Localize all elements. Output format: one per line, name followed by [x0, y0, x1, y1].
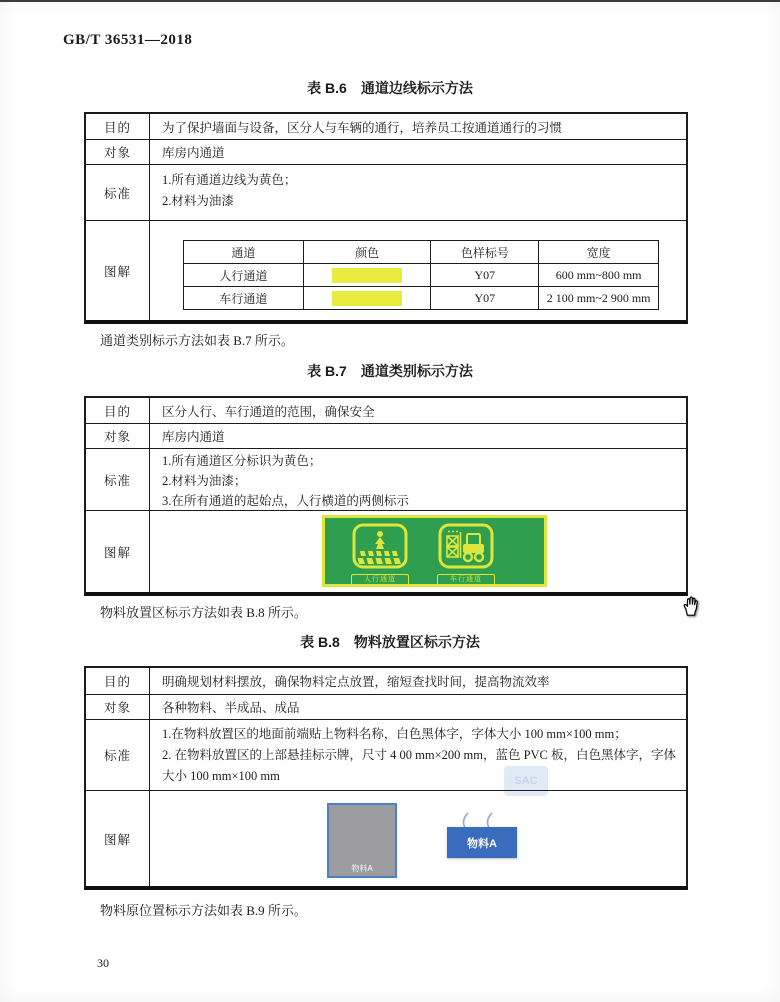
table-row — [86, 164, 686, 220]
table-row — [86, 114, 686, 139]
b8-diagram — [150, 791, 686, 886]
row-label-standard: 标准 — [86, 165, 150, 220]
b8-object: 各种物料、半成品、成品 — [162, 701, 300, 715]
vehicle-channel-label: 车行通道 — [437, 574, 495, 586]
col-header-channel: 通道 — [184, 241, 304, 264]
channel-spec-table — [183, 240, 659, 310]
row-label-purpose: 目的 — [86, 398, 150, 423]
cell-color — [303, 264, 431, 287]
table-row — [86, 694, 686, 719]
b6-standard — [150, 165, 686, 220]
table-b8 — [84, 666, 688, 890]
row-label-object: 对象 — [86, 424, 150, 448]
b7-object: 库房内通道 — [162, 430, 225, 444]
hand-cursor-icon — [680, 595, 702, 617]
table-b8-title: 表 B.8 物料放置区标示方法 — [300, 634, 480, 650]
row-label-standard: 标准 — [86, 720, 150, 790]
col-header-width: 宽度 — [539, 241, 659, 264]
cell-code: Y07 — [431, 287, 539, 310]
watermark-badge: SAC — [504, 766, 548, 796]
b6-purpose: 为了保护墙面与设备，区分人与车辆的通行，培养员工按通道通行的习惯 — [162, 120, 563, 135]
standard-line: 2.材料为油漆 — [162, 194, 234, 208]
table-row — [86, 448, 686, 510]
paragraph-before-b9: 物料原位置标示方法如表 B.9 所示。 — [100, 903, 307, 918]
hanging-hooks-icon — [455, 807, 511, 829]
table-row — [86, 668, 686, 694]
row-label-standard: 标准 — [86, 449, 150, 510]
cell-width: 600 mm~800 mm — [539, 264, 659, 287]
standard-line: 1.在物料放置区的地面前端贴上物料名称，白色黑体字，字体大小 100 mm×100 mm； — [162, 727, 627, 741]
table-b7 — [84, 396, 688, 596]
standard-line: 1.所有通道边线为黄色； — [162, 173, 297, 187]
page-number: 30 — [97, 956, 109, 970]
pedestrian-crossing-icon — [352, 523, 408, 569]
table-b6 — [84, 112, 688, 324]
table-row — [86, 398, 686, 423]
standard-line: 3.在所有通道的起始点，人行横道的两侧标示 — [162, 494, 409, 508]
table-row — [86, 790, 686, 886]
b6-object: 库房内通道 — [162, 146, 225, 160]
paragraph-before-b7: 通道类别标示方法如表 B.7 所示。 — [100, 333, 294, 348]
row-label-purpose: 目的 — [86, 114, 150, 139]
col-header-code: 色样标号 — [431, 241, 539, 264]
channel-signage-image — [322, 515, 547, 587]
standard-line: 2.材料为油漆； — [162, 474, 247, 488]
table-row — [86, 423, 686, 448]
standard-line: 2. 在物料放置区的上部悬挂标示牌，尺寸 4 00 mm×200 mm，蓝色 PVC 板，白色黑体字，字体大小 100 mm×100 mm — [162, 748, 677, 783]
standard-number: GB/T 36531—2018 — [63, 32, 193, 48]
table-b6-title: 表 B.6 通道边线标示方法 — [307, 80, 473, 96]
forklift-icon — [438, 523, 494, 569]
standard-line: 1.所有通道区分标识为黄色； — [162, 454, 322, 468]
b8-standard — [150, 720, 686, 790]
paragraph-before-b8: 物料放置区标示方法如表 B.8 所示。 — [100, 605, 307, 620]
table-row — [86, 719, 686, 790]
table-row — [86, 220, 686, 320]
material-floor-area — [327, 803, 397, 878]
b7-diagram — [150, 511, 686, 592]
cell-color — [303, 287, 431, 310]
vehicle-channel-sign — [435, 523, 497, 586]
scan-edge — [0, 0, 780, 2]
row-label-diagram: 图解 — [86, 791, 150, 886]
b7-standard — [150, 449, 686, 510]
yellow-color-swatch — [332, 291, 402, 306]
inner-row-pedestrian — [184, 264, 659, 287]
floor-area-label: 物料A — [351, 864, 373, 873]
inner-row-vehicle — [184, 287, 659, 310]
material-hanging-sign: 物料A — [447, 827, 517, 858]
row-label-diagram: 图解 — [86, 221, 150, 320]
row-label-object: 对象 — [86, 140, 150, 164]
cell-code: Y07 — [431, 264, 539, 287]
cell-channel: 车行通道 — [184, 287, 304, 310]
col-header-color: 颜色 — [303, 241, 431, 264]
b6-diagram — [150, 221, 686, 320]
cell-channel: 人行通道 — [184, 264, 304, 287]
table-b7-title: 表 B.7 通道类别标示方法 — [307, 363, 473, 379]
b8-purpose: 明确规划材料摆放，确保物料定点放置，缩短查找时间，提高物流效率 — [162, 675, 550, 689]
table-row — [86, 510, 686, 592]
row-label-object: 对象 — [86, 695, 150, 719]
row-label-diagram: 图解 — [86, 511, 150, 592]
yellow-color-swatch — [332, 268, 402, 283]
cell-width: 2 100 mm~2 900 mm — [539, 287, 659, 310]
row-label-purpose: 目的 — [86, 668, 150, 694]
b7-purpose: 区分人行、车行通道的范围，确保安全 — [162, 404, 375, 419]
inner-header-row — [184, 241, 659, 264]
table-row — [86, 139, 686, 164]
pedestrian-channel-sign — [349, 523, 411, 586]
pedestrian-channel-label: 人行通道 — [351, 574, 409, 586]
